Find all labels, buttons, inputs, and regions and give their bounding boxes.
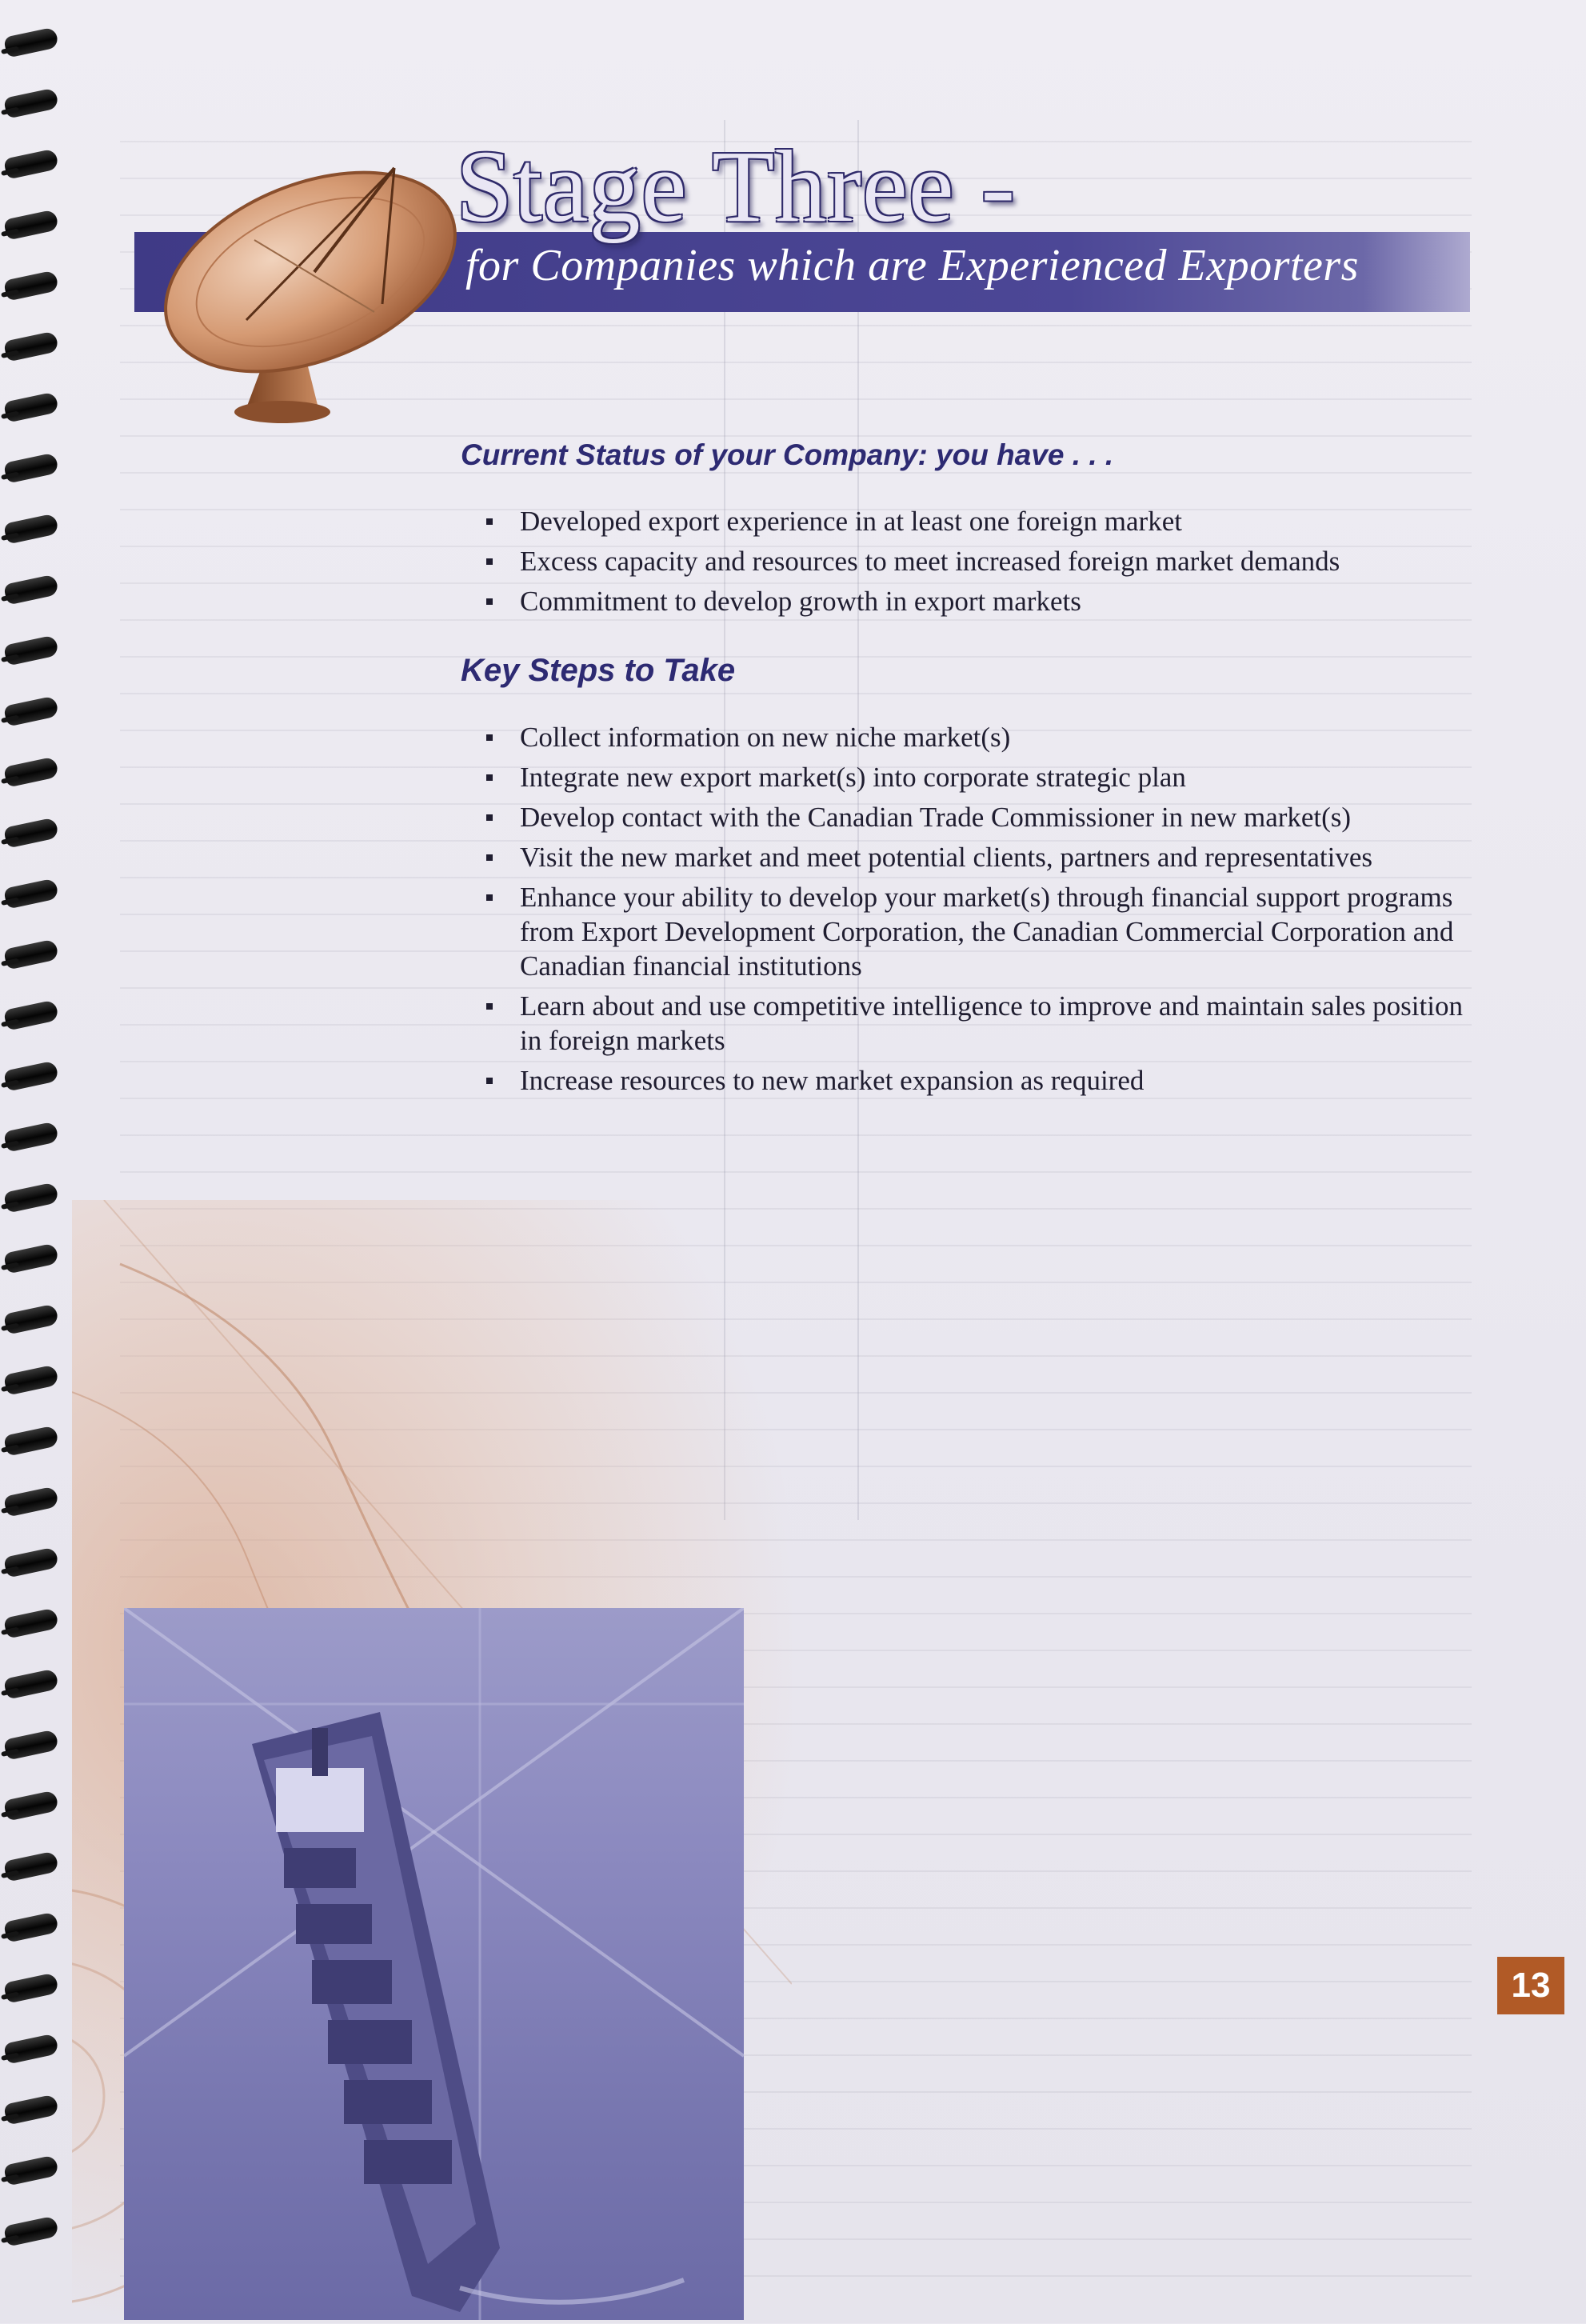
list-item: Enhance your ability to develop your market(s) through financial support programs from Export Development Corporation, the Canadian Commercial Corporation and Canadian financial institutions bbox=[480, 880, 1480, 983]
page-title: Stage Three - bbox=[456, 130, 1017, 243]
binding-ring bbox=[3, 2215, 59, 2246]
spiral-binding bbox=[0, 16, 72, 2304]
list-item: Visit the new market and meet potential clients, partners and representatives bbox=[480, 840, 1480, 874]
current-status-list bbox=[480, 504, 1480, 624]
binding-ring bbox=[3, 1546, 59, 1578]
binding-ring bbox=[3, 878, 59, 909]
key-steps-heading: Key Steps to Take bbox=[461, 653, 736, 688]
binding-ring bbox=[3, 1790, 59, 1821]
binding-ring bbox=[3, 634, 59, 666]
current-status-heading: Current Status of your Company: you have . . . bbox=[461, 438, 1114, 471]
binding-ring bbox=[3, 209, 59, 240]
binding-ring bbox=[3, 1182, 59, 1213]
binding-ring bbox=[3, 2094, 59, 2125]
binding-ring bbox=[3, 938, 59, 970]
list-item: Commitment to develop growth in export markets bbox=[480, 584, 1480, 618]
binding-ring bbox=[3, 574, 59, 605]
binding-ring bbox=[3, 999, 59, 1030]
binding-ring bbox=[3, 2033, 59, 2064]
list-item: Collect information on new niche market(s) bbox=[480, 720, 1480, 754]
key-steps-list bbox=[480, 720, 1480, 1103]
list-item: Excess capacity and resources to meet increased foreign market demands bbox=[480, 544, 1480, 578]
list-item: Increase resources to new market expansion as required bbox=[480, 1063, 1480, 1098]
binding-ring bbox=[3, 1972, 59, 2003]
cargo-ship-photo bbox=[124, 1608, 744, 2320]
binding-ring bbox=[3, 391, 59, 422]
ship-illustration bbox=[124, 1608, 744, 2320]
binding-ring bbox=[3, 2154, 59, 2186]
list-item: Developed export experience in at least one foreign market bbox=[480, 504, 1480, 538]
page-subtitle: for Companies which are Experienced Exporters bbox=[465, 241, 1359, 290]
satellite-dish-icon bbox=[150, 144, 494, 448]
binding-ring bbox=[3, 1486, 59, 1517]
binding-ring bbox=[3, 1364, 59, 1395]
list-item: Integrate new export market(s) into corporate strategic plan bbox=[480, 760, 1480, 794]
list-item: Learn about and use competitive intelligence to improve and maintain sales position in foreign markets bbox=[480, 989, 1480, 1058]
binding-ring bbox=[3, 452, 59, 483]
page-number: 13 bbox=[1497, 1957, 1564, 2014]
binding-ring bbox=[3, 1121, 59, 1152]
binding-ring bbox=[3, 1060, 59, 1091]
binding-ring bbox=[3, 1729, 59, 1760]
binding-ring bbox=[3, 513, 59, 544]
binding-ring bbox=[3, 695, 59, 726]
binding-ring bbox=[3, 330, 59, 362]
binding-ring bbox=[3, 1911, 59, 1942]
binding-ring bbox=[3, 817, 59, 848]
binding-ring bbox=[3, 270, 59, 301]
binding-ring bbox=[3, 1607, 59, 1638]
binding-ring bbox=[3, 87, 59, 118]
binding-ring bbox=[3, 1850, 59, 1882]
binding-ring bbox=[3, 1303, 59, 1334]
binding-ring bbox=[3, 1425, 59, 1456]
binding-ring bbox=[3, 26, 59, 58]
binding-ring bbox=[3, 756, 59, 787]
binding-ring bbox=[3, 1668, 59, 1699]
binding-ring bbox=[3, 148, 59, 179]
list-item: Develop contact with the Canadian Trade Commissioner in new market(s) bbox=[480, 800, 1480, 834]
binding-ring bbox=[3, 1242, 59, 1274]
